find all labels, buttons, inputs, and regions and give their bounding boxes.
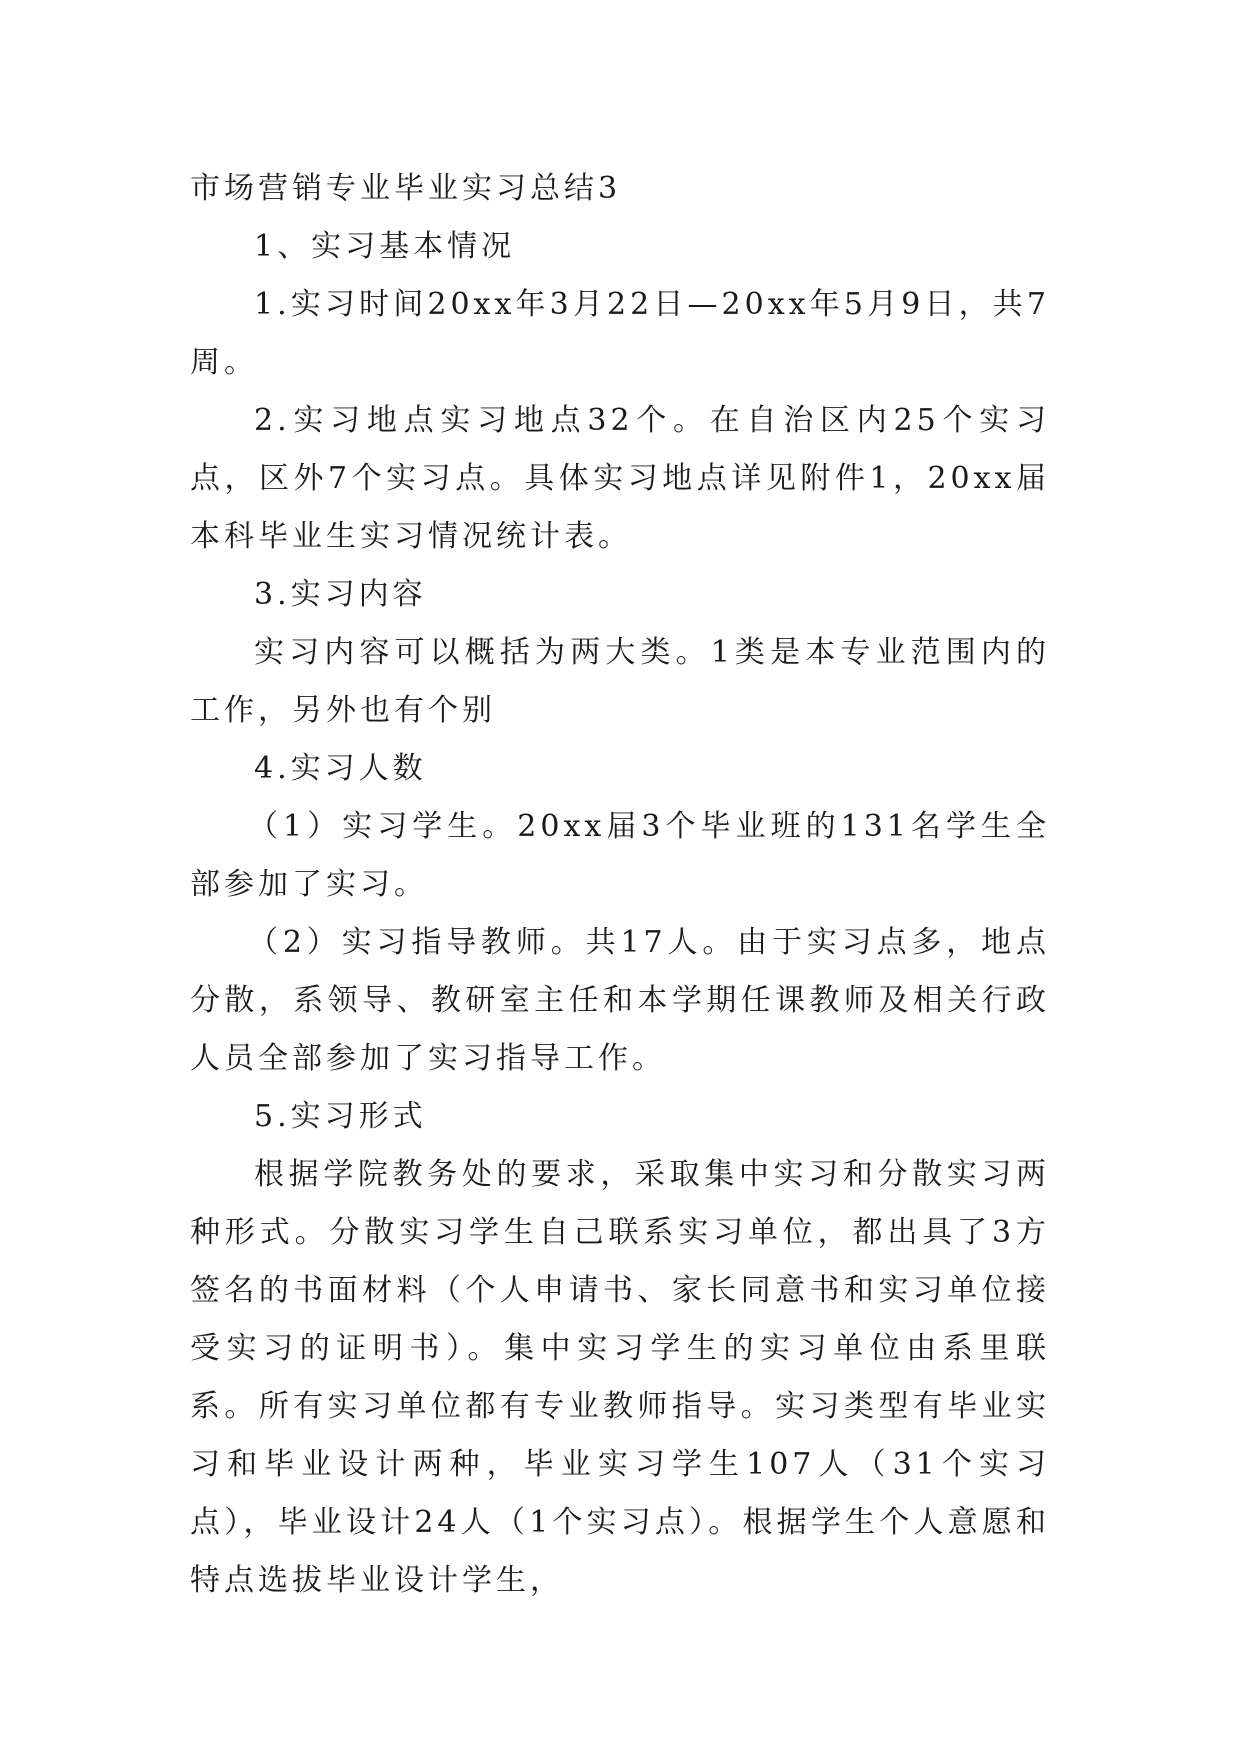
paragraph-internship-content: 实习内容可以概括为两大类。1类是本专业范围内的工作，另外也有个别 [190,635,1050,728]
document-title: 市场营销专业毕业实习总结3 [190,171,622,206]
paragraph-internship-form: 根据学院教务处的要求，采取集中实习和分散实习两种形式。分散实习学生自己联系实习单位，都出具了3方签名的书面材料（个人申请书、家长同意书和实习单位接受实习的证明书）。集中实习学生的实习单位由系里联系。所有实习单位都有专业教师指导。实习类型有毕业实习和毕业设计两种，毕业实习学生107人（31个实习点），毕业设计24人（1个实习点）。根据学生个人意愿和特点选拔毕业设计学生， [190,1157,1050,1598]
document-body [190,160,1050,1610]
section-heading-basic-info: 1、实习基本情况 [254,229,516,264]
paragraph-internship-location: 2.实习地点实习地点32个。在自治区内25个实习点，区外7个实习点。具体实习地点详见附件1，20xx届本科毕业生实习情况统计表。 [190,403,1050,554]
paragraph-internship-teachers: （2）实习指导教师。共17人。由于实习点多，地点分散，系领导、教研室主任和本学期任课教师及相关行政人员全部参加了实习指导工作。 [190,925,1050,1076]
heading-internship-content: 3.实习内容 [254,577,427,612]
paragraph-internship-students: （1）实习学生。20xx届3个毕业班的131名学生全部参加了实习。 [190,809,1050,902]
heading-internship-count: 4.实习人数 [254,751,427,786]
heading-internship-form: 5.实习形式 [254,1099,427,1134]
paragraph-internship-time: 1.实习时间20xx年3月22日—20xx年5月9日，共7周。 [190,287,1050,380]
